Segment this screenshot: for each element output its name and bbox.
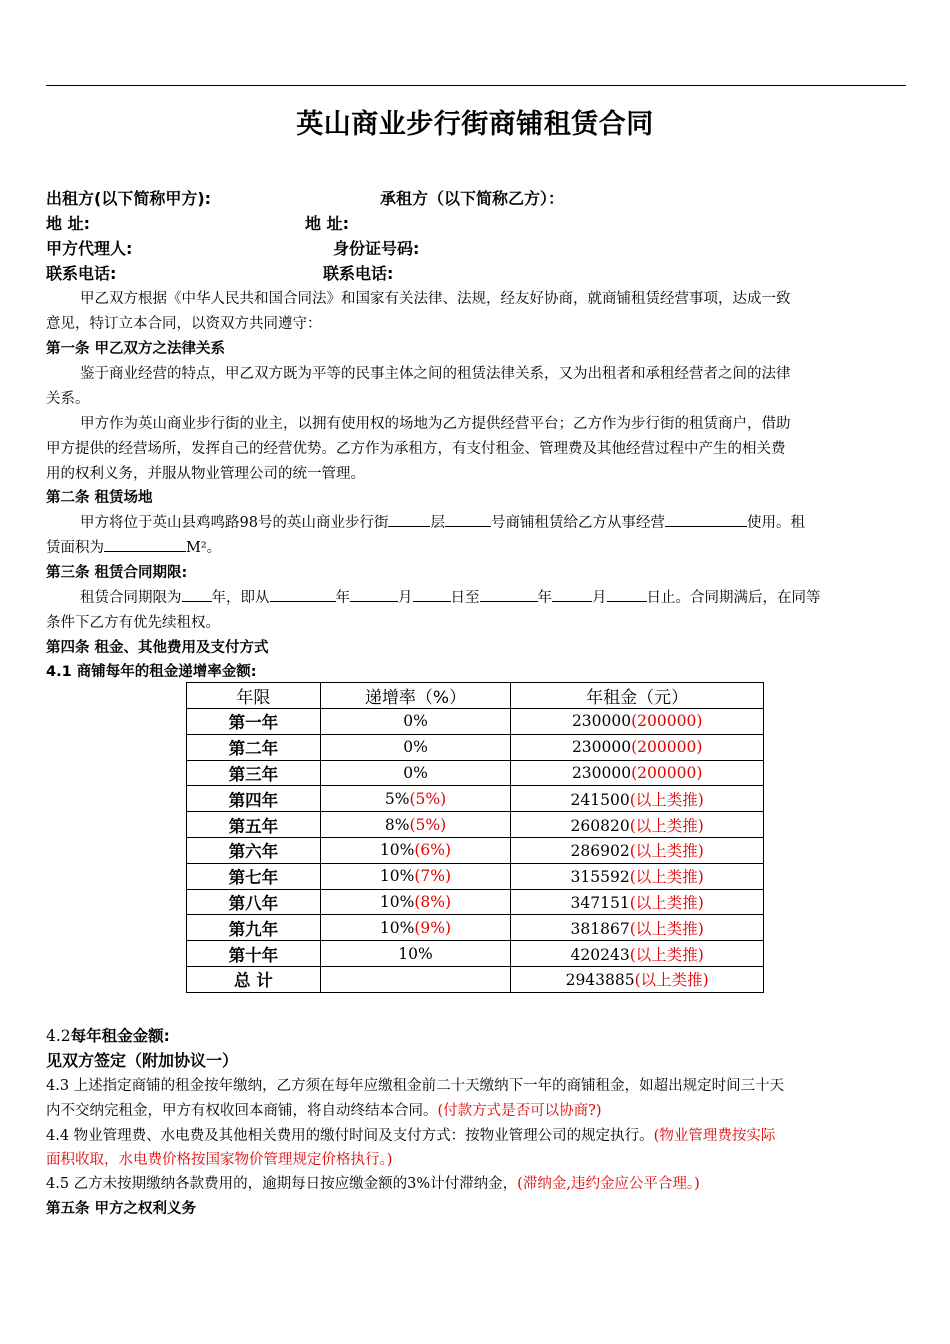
rate-note: (6%) bbox=[414, 841, 452, 860]
section-4-4-text: 4.4 物业管理费、水电费及其他相关费用的缴付时间及支付方式：按物业管理公司的规定执行。 bbox=[46, 1128, 654, 1144]
rent-cell bbox=[511, 863, 764, 889]
rent-note: (以上类推) bbox=[629, 868, 704, 887]
rate-cell bbox=[320, 734, 511, 760]
article-3-text-a: 租赁合同期限为 bbox=[80, 590, 182, 606]
rent-value: 260820 bbox=[570, 816, 630, 835]
rent-cell bbox=[511, 812, 764, 838]
year-cell: 第三年 bbox=[187, 760, 321, 786]
article-3-text-h: 日止。合同期满后，在同等 bbox=[646, 590, 821, 606]
section-4-4-note-a: (物业管理费按实际 bbox=[653, 1128, 776, 1144]
end-month-blank[interactable] bbox=[552, 587, 592, 602]
table-row bbox=[187, 837, 764, 863]
article-5-heading: 第五条 甲方之权利义务 bbox=[46, 1201, 197, 1217]
article-2-text-d: 使用。租 bbox=[746, 515, 805, 531]
rent-value: 347151 bbox=[570, 893, 630, 912]
table-row bbox=[187, 941, 764, 967]
rate-cell bbox=[320, 837, 511, 863]
rate-cell bbox=[320, 760, 511, 786]
article-3-text-e: 日至 bbox=[450, 590, 480, 606]
article-2-line-2 bbox=[46, 536, 221, 557]
table-row bbox=[187, 786, 764, 812]
rent-value: 230000 bbox=[571, 738, 632, 757]
article-2-text-b: 层 bbox=[430, 515, 445, 531]
address-label-a: 地 址: bbox=[46, 214, 90, 233]
table-row bbox=[187, 734, 764, 760]
section-4-3-note: (付款方式是否可以协商?) bbox=[437, 1103, 602, 1119]
term-years-blank[interactable] bbox=[182, 587, 212, 602]
rate-note: (5%) bbox=[409, 789, 447, 808]
article-3-text-g: 月 bbox=[592, 590, 607, 606]
year-cell: 第八年 bbox=[187, 889, 321, 915]
article-3-text-c: 年 bbox=[335, 590, 350, 606]
rent-cell bbox=[511, 709, 764, 735]
rent-cell bbox=[511, 734, 764, 760]
table-row bbox=[187, 760, 764, 786]
article-2-line-1 bbox=[80, 511, 805, 532]
article-3-line-2: 条件下乙方有优先续租权。 bbox=[46, 615, 220, 631]
rent-note: (以上类推) bbox=[629, 893, 704, 912]
rate-cell bbox=[320, 889, 511, 915]
article-1-p2-line-3: 用的权利义务，并服从物业管理公司的统一管理。 bbox=[46, 466, 365, 482]
rate-cell bbox=[320, 915, 511, 941]
section-4-5-note: (滞纳金,违约金应公平合理。) bbox=[517, 1176, 700, 1192]
section-4-2 bbox=[46, 1024, 170, 1046]
article-2-heading: 第二条 租赁场地 bbox=[46, 490, 153, 506]
rate-note: (5%) bbox=[409, 815, 447, 834]
section-4-1: 4.1 商铺每年的租金递增率金额: bbox=[46, 664, 257, 680]
rate-value: 0% bbox=[403, 738, 428, 757]
article-3-text-b: 年，即从 bbox=[211, 590, 270, 606]
header-rent: 年租金（元） bbox=[511, 683, 764, 709]
article-3-text-d: 月 bbox=[398, 590, 413, 606]
year-cell: 第十年 bbox=[187, 941, 321, 967]
rent-cell bbox=[511, 941, 764, 967]
table-row bbox=[187, 812, 764, 838]
rate-value: 10% bbox=[379, 867, 415, 886]
article-1-p1-line-1: 鉴于商业经营的特点，甲乙双方既为平等的民事主体之间的租赁法律关系，又为出租者和承租经营者之间的法律 bbox=[80, 366, 791, 382]
article-2-text-e: 赁面积为 bbox=[46, 540, 104, 556]
rate-note: (7%) bbox=[414, 867, 452, 886]
rent-value: 315592 bbox=[570, 868, 630, 887]
article-1-p2-line-1: 甲方作为英山商业步行街的业主，以拥有使用权的场地为乙方提供经营平台；乙方作为步行街的租赁商户，借助 bbox=[80, 416, 791, 432]
rent-value: 241500 bbox=[570, 790, 630, 809]
phone-label-a: 联系电话: bbox=[46, 264, 117, 283]
rent-cell bbox=[511, 889, 764, 915]
year-cell: 总 计 bbox=[187, 966, 321, 992]
rent-table-header-row bbox=[187, 683, 764, 709]
rent-table bbox=[186, 682, 764, 993]
year-cell: 第二年 bbox=[187, 734, 321, 760]
rate-value: 10% bbox=[379, 841, 415, 860]
rent-value: 2943885 bbox=[565, 971, 635, 990]
header-rate: 递增率（%） bbox=[320, 683, 511, 709]
rate-value: 10% bbox=[379, 892, 415, 911]
rent-value: 286902 bbox=[570, 842, 630, 861]
section-4-3-line-1: 4.3 上述指定商铺的租金按年缴纳，乙方须在每年应缴租金前二十天缴纳下一年的商铺租金，如超出规定时间三十天 bbox=[46, 1078, 785, 1094]
rent-note: (以上类推) bbox=[629, 816, 704, 835]
rate-note: (9%) bbox=[414, 918, 452, 937]
rate-value: 8% bbox=[384, 815, 410, 834]
table-row bbox=[187, 863, 764, 889]
article-2-text-c: 号商铺租赁给乙方从事经营 bbox=[490, 515, 665, 531]
article-1-p2-line-2: 甲方提供的经营场所，发挥自己的经营优势。乙方作为承租方，有支付租金、管理费及其他经营过程中产生的相关费 bbox=[46, 441, 786, 457]
year-cell: 第九年 bbox=[187, 915, 321, 941]
article-4-heading: 第四条 租金、其他费用及支付方式 bbox=[46, 640, 269, 656]
phone-label-b: 联系电话: bbox=[323, 264, 394, 283]
rent-value: 230000 bbox=[571, 763, 632, 782]
rent-note: (以上类推) bbox=[629, 790, 704, 809]
section-4-2-number: 4.2 bbox=[46, 1027, 71, 1045]
year-cell: 第五年 bbox=[187, 812, 321, 838]
section-4-3-line-2 bbox=[46, 1099, 602, 1120]
article-1-p1-line-2: 关系。 bbox=[46, 391, 90, 407]
table-row bbox=[187, 709, 764, 735]
preamble-line-1: 甲乙双方根据《中华人民共和国合同法》和国家有关法律、法规，经友好协商，就商铺租赁经营事项，达成一致 bbox=[80, 291, 791, 307]
table-row bbox=[187, 966, 764, 992]
rate-cell bbox=[320, 709, 511, 735]
rent-cell bbox=[511, 837, 764, 863]
header-year: 年限 bbox=[187, 683, 321, 709]
rent-note: (200000) bbox=[631, 763, 703, 782]
rate-value: 10% bbox=[379, 918, 415, 937]
rent-note: (以上类推) bbox=[629, 842, 704, 861]
lessor-label: 出租方(以下简称甲方): bbox=[46, 189, 212, 208]
rate-value: 0% bbox=[403, 712, 428, 731]
rate-cell bbox=[320, 966, 511, 992]
section-4-5-text: 4.5 乙方未按期缴纳各款费用的，逾期每日按应缴金额的3%计付滞纳金， bbox=[46, 1176, 518, 1192]
section-4-3-text: 内不交纳完租金，甲方有权收回本商铺，将自动终结本合同。 bbox=[46, 1103, 438, 1119]
rent-note: (200000) bbox=[631, 712, 703, 731]
floor-blank[interactable] bbox=[388, 512, 430, 527]
section-4-5 bbox=[46, 1172, 700, 1193]
rate-cell bbox=[320, 786, 511, 812]
rent-value: 230000 bbox=[571, 712, 632, 731]
article-1-heading: 第一条 甲乙双方之法律关系 bbox=[46, 341, 226, 357]
table-row bbox=[187, 915, 764, 941]
area-blank[interactable] bbox=[104, 537, 186, 552]
year-cell: 第六年 bbox=[187, 837, 321, 863]
table-row bbox=[187, 889, 764, 915]
agent-label: 甲方代理人: bbox=[46, 239, 133, 258]
rate-cell bbox=[320, 941, 511, 967]
business-type-blank[interactable] bbox=[665, 512, 747, 527]
rent-note: (以上类推) bbox=[634, 971, 709, 990]
rent-note: (以上类推) bbox=[629, 945, 704, 964]
article-2-text-f: M²。 bbox=[186, 540, 222, 556]
section-4-4-line-1 bbox=[46, 1124, 775, 1145]
year-cell: 第四年 bbox=[187, 786, 321, 812]
address-label-b: 地 址: bbox=[305, 214, 349, 233]
id-label: 身份证号码: bbox=[333, 239, 420, 258]
year-cell: 第一年 bbox=[187, 709, 321, 735]
rate-value: 0% bbox=[403, 763, 428, 782]
rent-note: (200000) bbox=[631, 738, 703, 757]
article-2-text-a: 甲方将位于英山县鸡鸣路98号的英山商业步行街 bbox=[80, 515, 389, 531]
start-day-blank[interactable] bbox=[413, 587, 451, 602]
section-4-4-note-b: 面积收取，水电费价格按国家物价管理规定价格执行。) bbox=[46, 1152, 393, 1168]
rent-value: 420243 bbox=[570, 945, 630, 964]
rent-cell bbox=[511, 786, 764, 812]
section-4-2-title: 每年租金金额: bbox=[70, 1027, 170, 1045]
section-4-2-detail: 见双方签定（附加协议一） bbox=[46, 1051, 239, 1070]
shop-number-blank[interactable] bbox=[445, 512, 491, 527]
rate-cell bbox=[320, 863, 511, 889]
page-title: 英山商业步行街商铺租赁合同 bbox=[296, 109, 654, 140]
start-year-blank[interactable] bbox=[270, 587, 336, 602]
rate-value: 5% bbox=[384, 789, 410, 808]
article-3-text-f: 年 bbox=[537, 590, 552, 606]
rent-cell bbox=[511, 760, 764, 786]
rate-value: 10% bbox=[398, 944, 433, 963]
start-month-blank[interactable] bbox=[350, 587, 398, 602]
preamble-line-2: 意见，特订立本合同，以资双方共同遵守： bbox=[46, 316, 322, 332]
year-cell: 第七年 bbox=[187, 863, 321, 889]
lessee-label: 承租方（以下简称乙方）： bbox=[380, 189, 565, 208]
end-year-blank[interactable] bbox=[480, 587, 538, 602]
rate-note: (8%) bbox=[414, 892, 452, 911]
article-3-heading: 第三条 租赁合同期限: bbox=[46, 565, 188, 581]
rent-note: (以上类推) bbox=[629, 919, 704, 938]
rate-cell bbox=[320, 812, 511, 838]
rent-value: 381867 bbox=[570, 919, 630, 938]
rent-cell bbox=[511, 915, 764, 941]
article-3-line-1 bbox=[80, 586, 821, 607]
top-rule bbox=[46, 85, 906, 86]
end-day-blank[interactable] bbox=[607, 587, 647, 602]
rent-cell bbox=[511, 966, 764, 992]
